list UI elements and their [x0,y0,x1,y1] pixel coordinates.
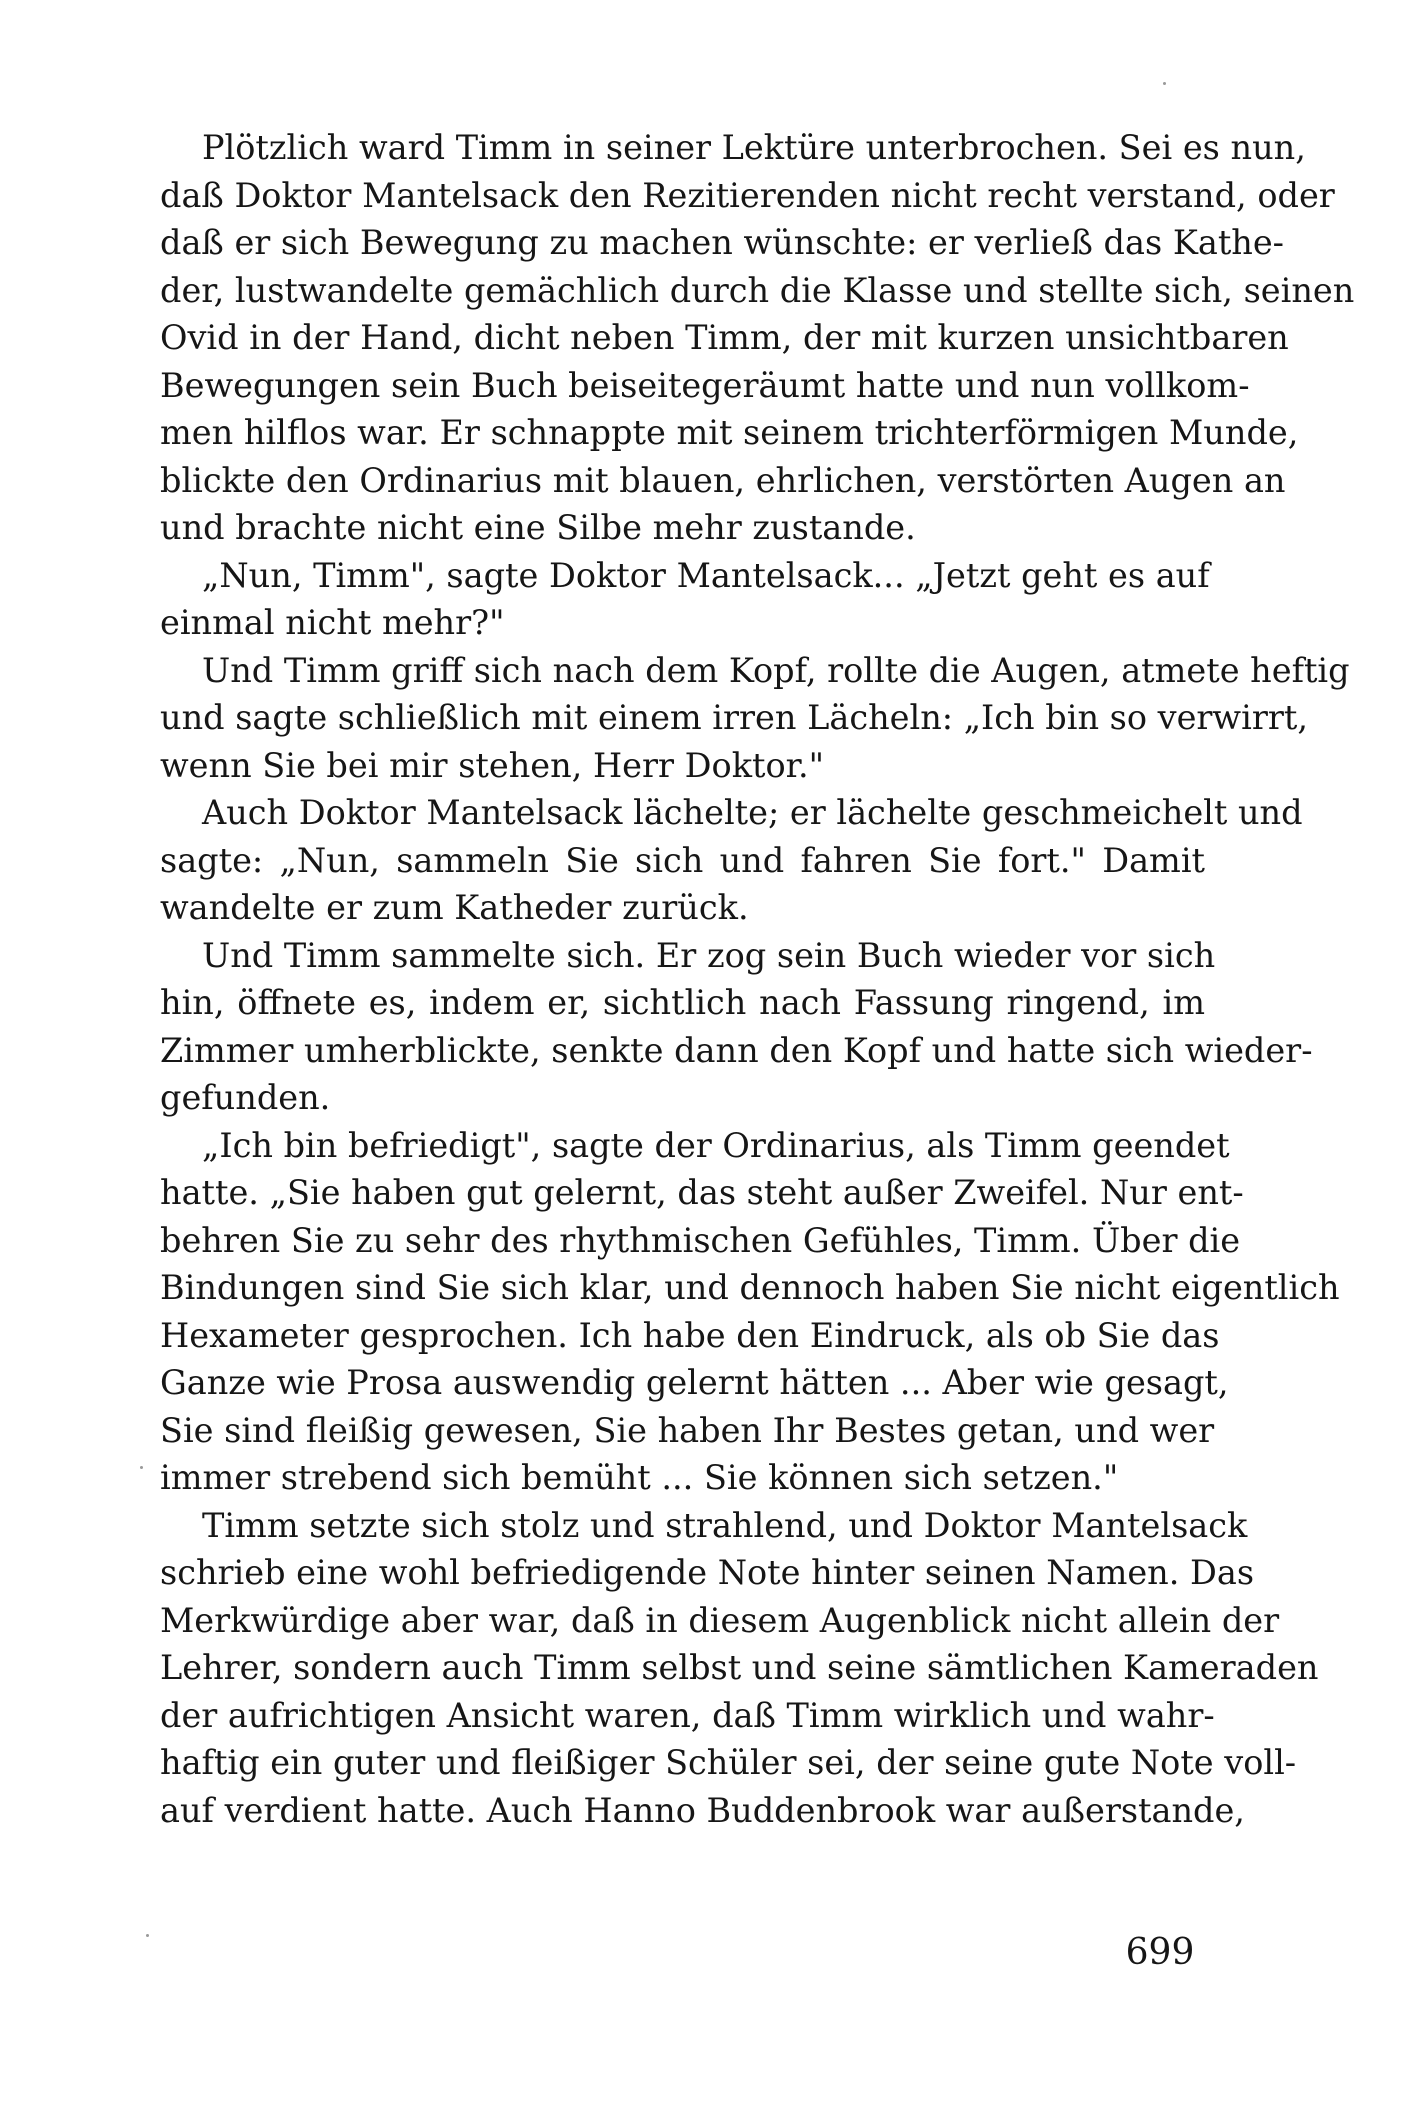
text-line: Und Timm sammelte sich. Er zog sein Buch wieder vor sich [202,935,1216,975]
text-line: Timm setzte sich stolz und strahlend, und Doktor Mantelsack [202,1505,1248,1545]
text-line: Und Timm griff sich nach dem Kopf, rollte die Augen, atmete heftig [202,650,1350,690]
text-line: hatte. „Sie haben gut gelernt, das steht außer Zweifel. Nur ent- [160,1173,1244,1212]
page-number: 699 [1125,1932,1195,1973]
paper-speck [146,1934,149,1937]
text-line: Auch Doktor Mantelsack lächelte; er lächelte geschmeichelt und [202,793,1303,832]
text-line: wenn Sie bei mir stehen, Herr Doktor." [160,745,825,785]
text-line: gefunden. [160,1078,331,1117]
text-line: immer strebend sich bemüht ... Sie können sich setzen." [160,1458,1119,1497]
text-line: Zimmer umherblickte, senkte dann den Kopf und hatte sich wieder- [160,1030,1313,1070]
text-line: der, lustwandelte gemächlich durch die Klasse und stellte sich, seinen [160,270,1355,310]
text-line: „Nun, Timm", sagte Doktor Mantelsack... „Jetzt geht es auf [202,555,1210,595]
text-line: Ovid in der Hand, dicht neben Timm, der mit kurzen unsichtbaren [160,318,1289,357]
text-line: und sagte schließlich mit einem irren Lächeln: „Ich bin so verwirrt, [160,698,1308,737]
paper-speck [1163,82,1166,85]
text-line: der aufrichtigen Ansicht waren, daß Timm wirklich und wahr- [160,1695,1215,1735]
text-line: men hilflos war. Er schnappte mit seinem trichterförmigen Munde, [160,413,1299,452]
body-text [160,124,1355,1834]
text-line: wandelte er zum Katheder zurück. [160,888,749,927]
text-line: Bewegungen sein Buch beiseitegeräumt hatte und nun vollkom- [160,365,1250,405]
text-line: Hexameter gesprochen. Ich habe den Eindruck, als ob Sie das [160,1315,1220,1355]
text-line: Merkwürdige aber war, daß in diesem Augenblick nicht allein der [160,1600,1280,1640]
text-line: und brachte nicht eine Silbe mehr zustande. [160,508,916,547]
text-line: haftig ein guter und fleißiger Schüler sei, der seine gute Note voll- [160,1743,1297,1782]
text-line: einmal nicht mehr?" [160,603,505,642]
text-line: auf verdient hatte. Auch Hanno Buddenbrook war außerstande, [160,1790,1245,1830]
text-line: daß er sich Bewegung zu machen wünschte: er verließ das Kathe- [160,223,1285,262]
paper-speck [140,1466,143,1469]
text-line: schrieb eine wohl befriedigende Note hinter seinen Namen. Das [160,1553,1255,1592]
text-line: Ganze wie Prosa auswendig gelernt hätten ... Aber wie gesagt, [160,1363,1229,1402]
text-line: behren Sie zu sehr des rhythmischen Gefühles, Timm. Über die [160,1220,1241,1260]
text-line: blickte den Ordinarius mit blauen, ehrlichen, verstörten Augen an [160,460,1286,500]
text-line: sagte: „Nun, sammeln Sie sich und fahren Sie fort." Damit [160,840,1205,880]
text-line: Bindungen sind Sie sich klar, und dennoch haben Sie nicht eigentlich [160,1268,1340,1307]
text-line: Lehrer, sondern auch Timm selbst und seine sämtlichen Kameraden [160,1648,1319,1687]
text-line: Sie sind fleißig gewesen, Sie haben Ihr Bestes getan, und wer [160,1410,1215,1450]
text-line: daß Doktor Mantelsack den Rezitierenden nicht recht verstand, oder [160,175,1335,215]
text-line: „Ich bin befriedigt", sagte der Ordinarius, als Timm geendet [202,1125,1230,1165]
text-line: hin, öffnete es, indem er, sichtlich nach Fassung ringend, im [160,983,1205,1022]
text-line: Plötzlich ward Timm in seiner Lektüre unterbrochen. Sei es nun, [202,128,1306,167]
